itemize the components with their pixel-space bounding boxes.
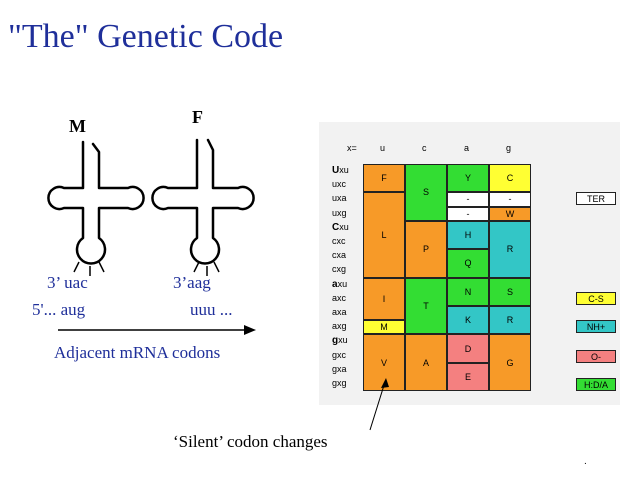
amino-acid-f-label: F bbox=[192, 107, 203, 127]
row-label-text: xu bbox=[339, 165, 349, 175]
codon-cell: R bbox=[489, 221, 531, 278]
codon-cell: R bbox=[489, 306, 531, 334]
row-label-text: uxg bbox=[332, 207, 347, 218]
footnote-dot: . bbox=[584, 456, 587, 467]
row-label-text: axc bbox=[332, 292, 347, 303]
codon-cell: C bbox=[489, 164, 531, 192]
legend-item: O- bbox=[576, 350, 616, 363]
codon-cell: K bbox=[447, 306, 489, 334]
amino-acid-m-label: M bbox=[69, 116, 86, 136]
codon-cell: - bbox=[447, 192, 489, 206]
legend-item: TER bbox=[576, 192, 616, 205]
codon-cell: V bbox=[363, 334, 405, 391]
anticodon-right: 3’aag bbox=[173, 273, 211, 292]
codon-cell: E bbox=[447, 363, 489, 391]
row-label-text: cxa bbox=[332, 250, 347, 261]
codon-cell: F bbox=[363, 164, 405, 192]
codon-cell: M bbox=[363, 320, 405, 334]
page-title: "The" Genetic Code bbox=[8, 18, 284, 55]
legend-item: H:D/A bbox=[576, 378, 616, 391]
row-label-prefix: C bbox=[332, 221, 340, 233]
anticodon-left: 3’ uac bbox=[47, 273, 88, 292]
codon-cell: N bbox=[447, 278, 489, 306]
row-label-prefix: U bbox=[332, 165, 340, 176]
mrna-caption: Adjacent mRNA codons bbox=[54, 343, 221, 362]
table-column-header: g bbox=[506, 143, 512, 153]
legend-item: NH+ bbox=[576, 320, 616, 333]
codon-cell: Y bbox=[447, 164, 489, 192]
codon-cell: W bbox=[489, 207, 531, 221]
row-label-text: gxa bbox=[332, 363, 347, 374]
row-label-text: xu bbox=[339, 221, 349, 232]
row-label-text: xu bbox=[338, 335, 348, 346]
codon-right: uuu ... bbox=[190, 300, 233, 319]
codon-cell: L bbox=[363, 192, 405, 277]
codon-cell: D bbox=[447, 334, 489, 362]
row-label-prefix: g bbox=[332, 335, 339, 347]
codon-cell: - bbox=[447, 207, 489, 221]
codon-cell: S bbox=[405, 164, 447, 221]
table-column-header: a bbox=[464, 143, 470, 153]
row-label-text: gxc bbox=[332, 349, 347, 360]
codon-cell: P bbox=[405, 221, 447, 278]
codon-left: 5'... aug bbox=[32, 300, 86, 319]
row-label-prefix: a bbox=[332, 278, 338, 290]
codon-cell: H bbox=[447, 221, 489, 249]
codon-cell: S bbox=[489, 278, 531, 306]
row-label-text: cxg bbox=[332, 264, 347, 275]
table-column-header: u bbox=[380, 143, 386, 153]
codon-cell: - bbox=[489, 192, 531, 206]
silent-codon-annotation: ‘Silent’ codon changes bbox=[173, 432, 328, 451]
codon-cell: A bbox=[405, 334, 447, 391]
codon-cell: Q bbox=[447, 249, 489, 277]
row-label-text: axa bbox=[332, 307, 347, 317]
row-label-text: cxc bbox=[332, 236, 346, 246]
row-label-text: uxa bbox=[332, 193, 347, 204]
row-label-text: uxc bbox=[332, 179, 347, 190]
row-label-text: xu bbox=[337, 278, 348, 289]
codon-cell: G bbox=[489, 334, 531, 391]
codon-cell: T bbox=[405, 278, 447, 335]
row-label-text: axg bbox=[332, 321, 347, 332]
legend-item: C-S bbox=[576, 292, 616, 305]
row-label-text: gxg bbox=[332, 378, 347, 388]
table-x-label: x= bbox=[347, 143, 357, 153]
table-column-header: c bbox=[422, 143, 427, 153]
codon-cell: I bbox=[363, 278, 405, 321]
